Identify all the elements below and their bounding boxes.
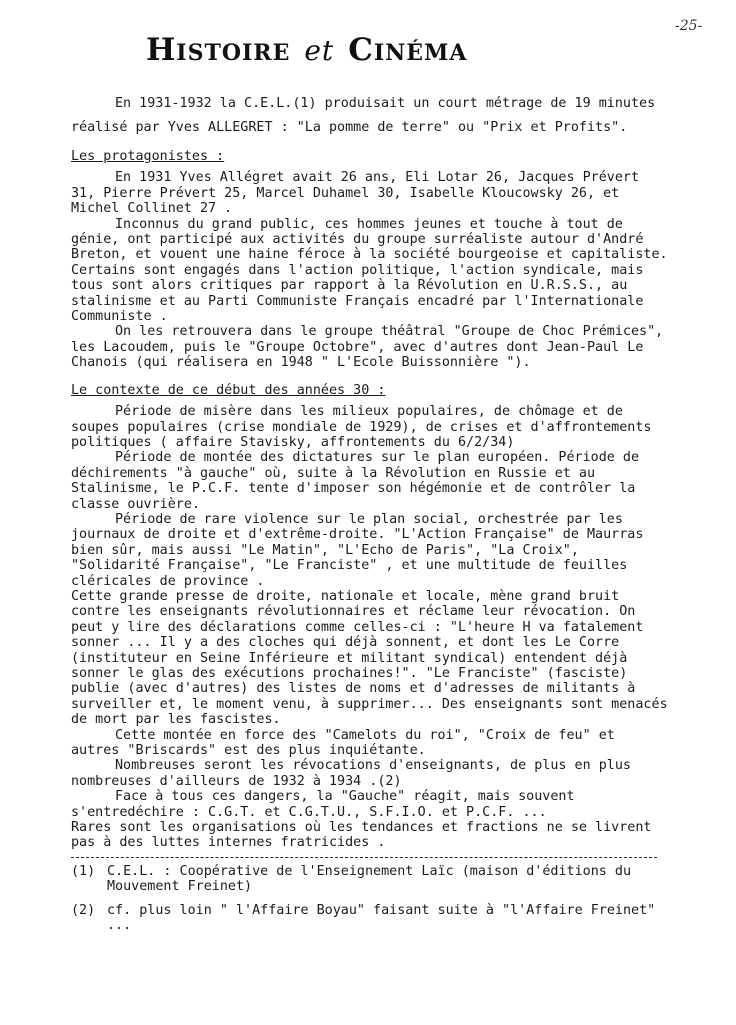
footnote-text: cf. plus loin " l'Affaire Boyau" faisant suite à "l'Affaire Freinet" ... [107,902,656,934]
paragraph: Cette grande presse de droite, nationale et locale, mène grand bruit contre les enseignants révolutionnaires et réclame leur révocation. On peut y lire des déclarations comme celles-ci : "L'heure H va fatalement sonner ... Il y a des cloches qui déjà sonnent, et dont les Le Corre (instituteur en Seine Inférieure et militant syndical) entendent déjà sonner le glas des exécutions prochaines!". "Le Franciste" (fasciste) publie (avec d'autres) des listes de noms et d'adresses de militants à surveiller et, le moment venu, à supprimer... Des enseignants sont menacés de mort par les fascistes. [71,588,668,728]
paragraph: Nombreuses seront les révocations d'enseignants, de plus en plus nombreuses d'ailleurs de 1932 à 1934 .(2) [71,758,631,789]
footnote-separator [71,857,657,858]
intro-paragraph: En 1931-1932 la C.E.L.(1) produisait un court métrage de 19 minutes réalisé par Yves ALLEGRET : "La pomme de terre" ou "Prix et Profits". [71,96,656,135]
paragraph: En 1931 Yves Allégret avait 26 ans, Eli Lotar 26, Jacques Prévert 31, Pierre Prévert 25, Marcel Duhamel 30, Isabelle Kloucowsky 26, et Michel Collinet 27 . [71,170,640,217]
footnote [71,864,671,895]
document-body [71,92,671,942]
section-heading-contexte: Le contexte de ce début des années 30 : [71,382,386,398]
title-part-histoire: Histoire [146,32,291,68]
page-title [146,32,546,68]
title-part-cinema: Cinéma [348,32,468,68]
footnote-text: C.E.L. : Coopérative de l'Enseignement Laïc (maison d'éditions du Mouvement Freinet) [107,863,632,895]
paragraph: Période de montée des dictatures sur le plan européen. Période de déchirements "à gauche" où, suite à la Révolution en Russie et au Stalinisme, le P.C.F. tente d'imposer son hégémonie et de contrôler la classe ouvrière. [71,450,640,512]
paragraph: Période de rare violence sur le plan social, orchestrée par les journaux de droite et d'extrême-droite. "L'Action Française" de Maurras bien sûr, mais aussi "Le Matin", "L'Echo de Paris", "La Croix", "Solidarité Française", "Le Franciste" , et une multitude de feuilles cléricales de province . [71,511,644,589]
section-heading-protagonistes: Les protagonistes : [71,149,225,164]
paragraph: Face à tous ces dangers, la "Gauche" réagit, mais souvent s'entredéchire : C.G.T. et C.G.T.U., S.F.I.O. et P.C.F. ... [71,789,575,820]
footnote-mark: (1) [71,863,96,879]
paragraph: Cette montée en force des "Camelots du roi", "Croix de feu" et autres "Briscards" est des plus inquiétante. [71,727,615,759]
paragraph: On les retrouvera dans le groupe théâtral "Groupe de Choc Prémices", les Lacoudem, puis le "Groupe Octobre", avec d'autres dont Jean-Paul Le Chanois (qui réalisera en 1948 " L'Ecole Buissonnière "). [71,324,664,371]
paragraph: Inconnus du grand public, ces hommes jeunes et touche à tout de génie, ont participé aux activités du groupe surréaliste autour d'André Breton, et vouent une haine féroce à la société bourgeoise et capitaliste. Certains sont engagés dans l'action politique, l'action syndicale, mais tous sont alors critiques par rapport à la Révolution en U.R.S.S., au stalinisme et au Parti Communiste Français encadré par l'Internationale Communiste . [71,216,668,325]
paragraph: Rares sont les organisations où les tendances et fractions ne se livrent pas à des luttes internes fratricides . [71,820,652,851]
page-number: -25- [675,18,703,34]
title-part-et: et [304,34,335,67]
footnote-mark: (2) [71,902,96,918]
footnote [71,903,671,934]
paragraph: Période de misère dans les milieux populaires, de chômage et de soupes populaires (crise mondiale de 1929), de crises et d'affrontements politiques ( affaire Stavisky, affrontements du 6/2/34) [71,404,652,450]
